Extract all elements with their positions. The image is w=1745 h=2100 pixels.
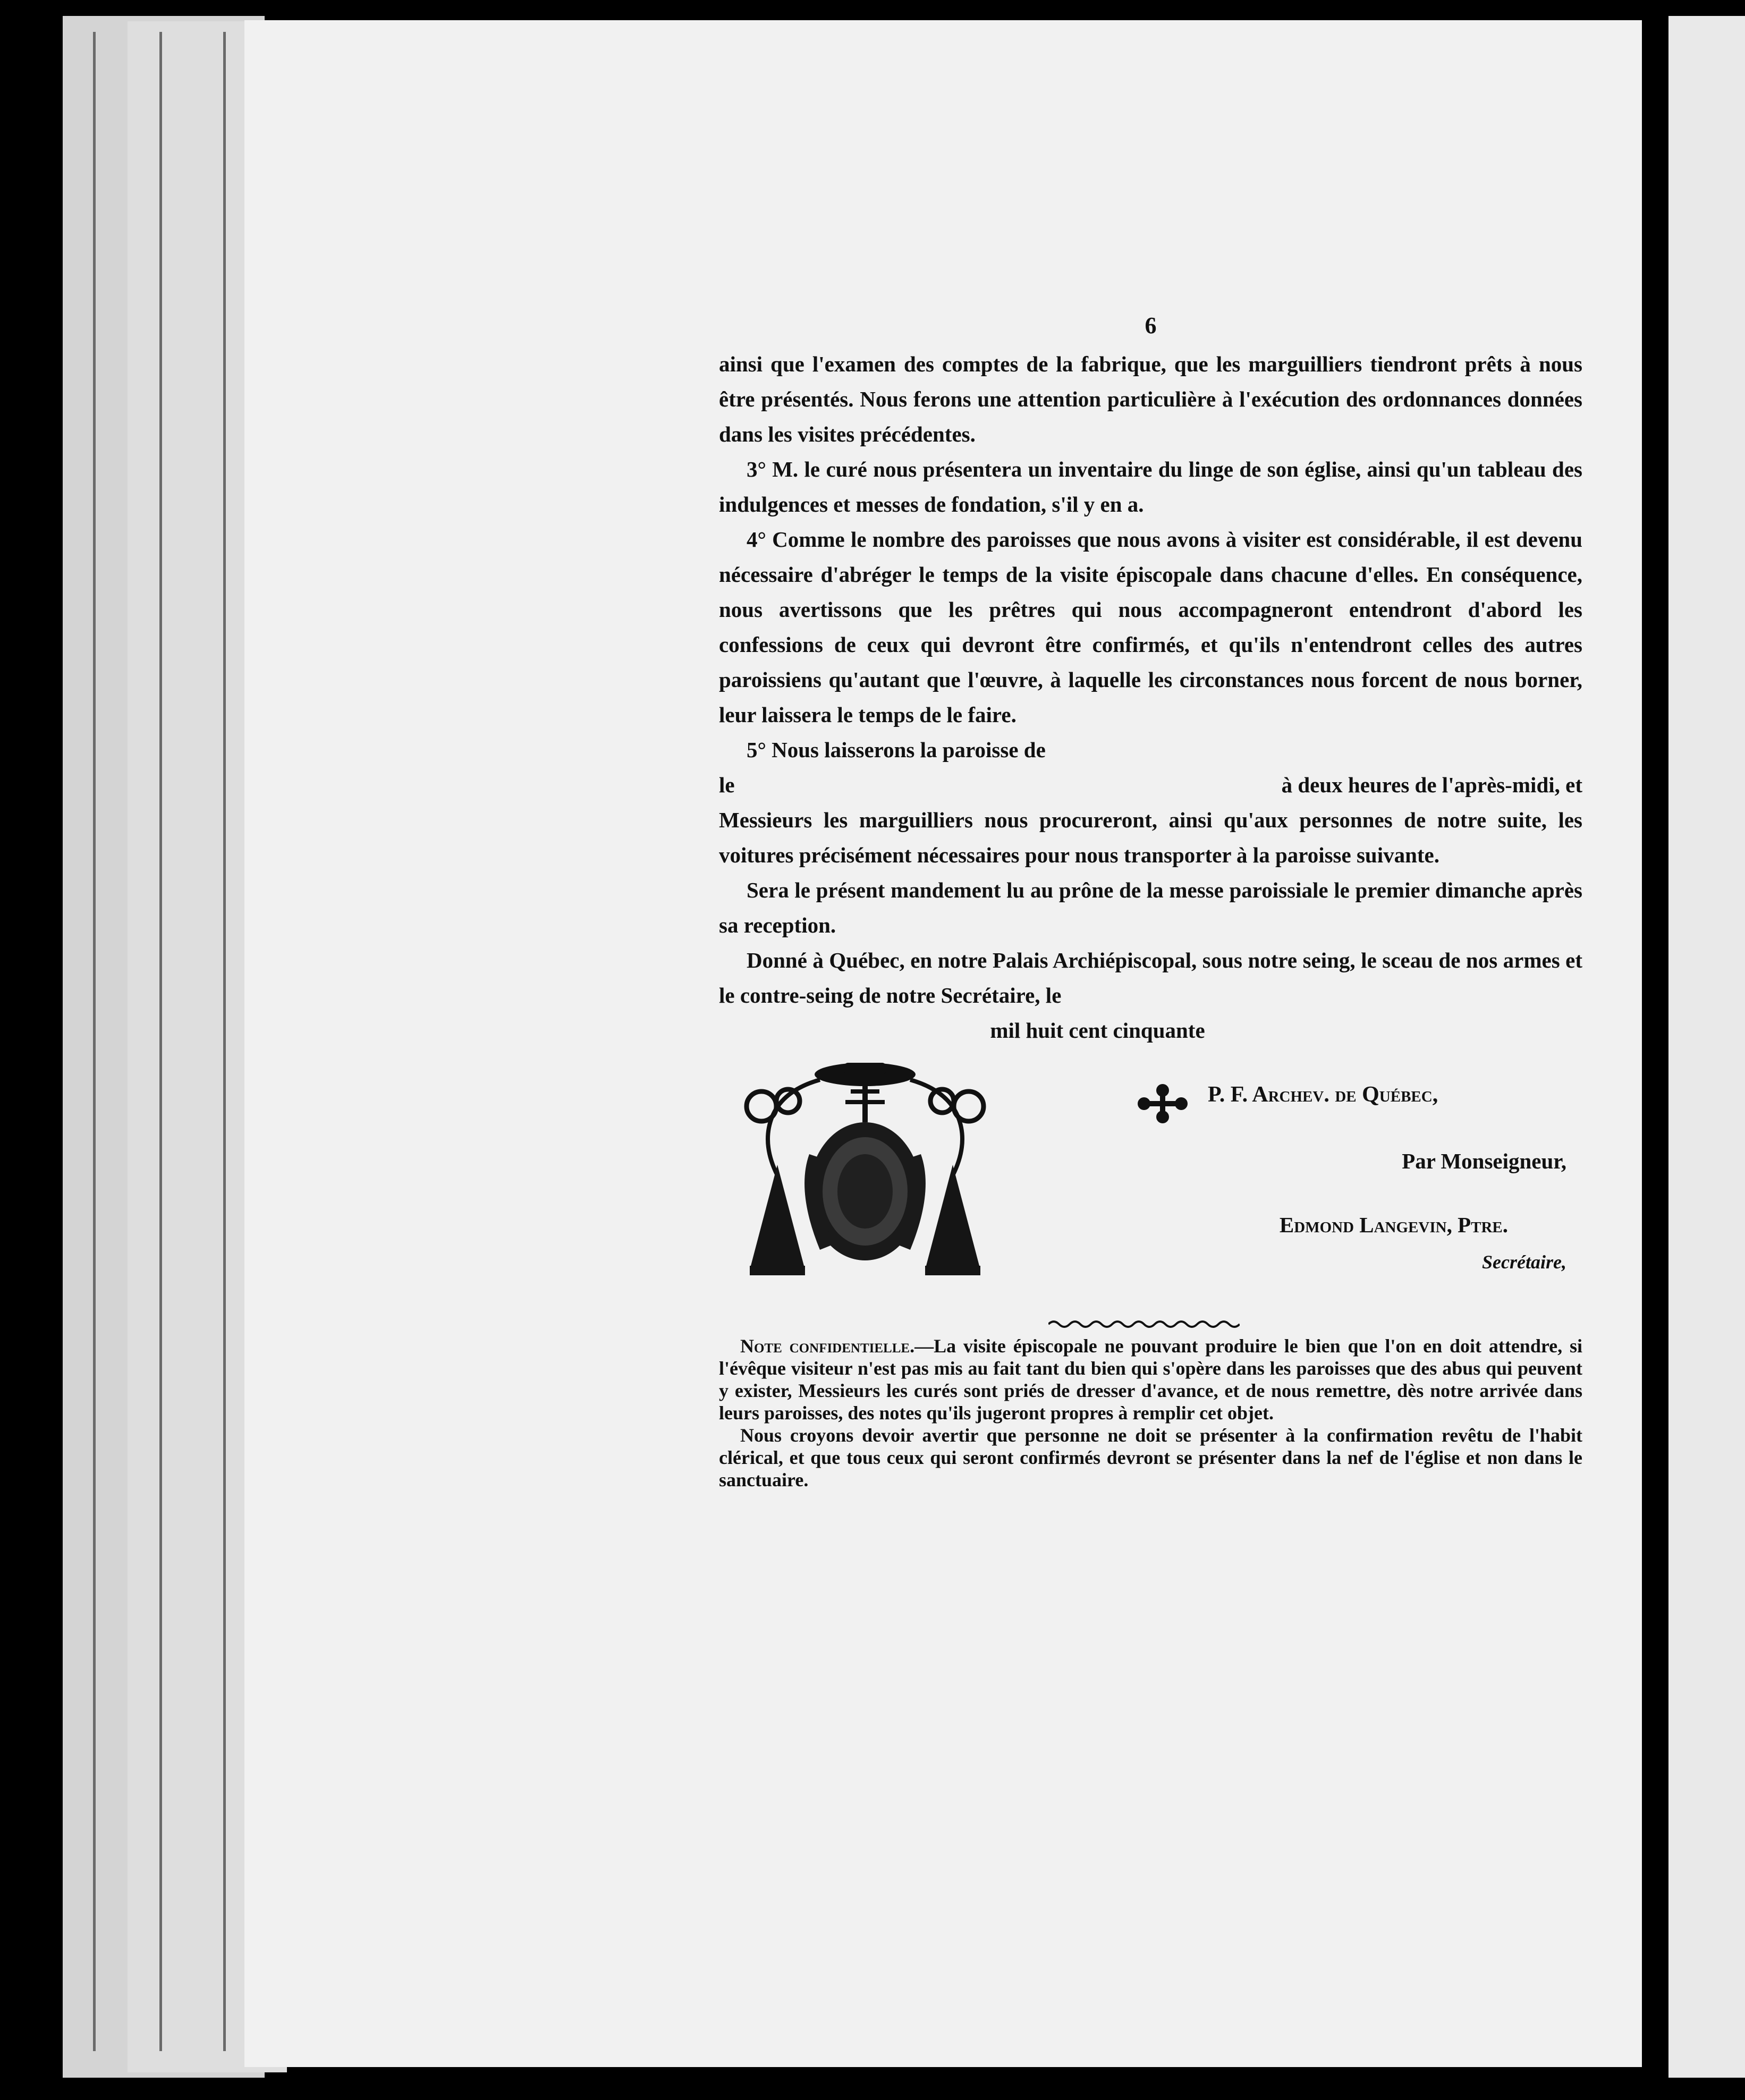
- confidential-note: [719, 1335, 1582, 1491]
- wavy-divider: [1048, 1319, 1240, 1330]
- coat-of-arms-icon: [740, 1059, 990, 1287]
- page-edge: [223, 32, 226, 2051]
- secretary-name: Edmond Langevin, Ptre.: [1279, 1213, 1508, 1237]
- next-page-edge: [1668, 16, 1745, 2078]
- paragraph: 3° M. le curé nous présentera un inventaire du linge de son église, ainsi qu'un tableau des indulgences et messes de fondation, s'il y en a.: [719, 457, 1582, 516]
- given-paragraph: Donné à Québec, en notre Palais Archiépiscopal, sous notre seing, le sceau de nos armes et le contre-seing de notre Secrétaire, le: [719, 948, 1582, 1007]
- item-5-line1: 5° Nous laisserons la paroisse de: [747, 738, 1046, 762]
- item-5-line2-end: à deux heures de l'après-midi, et: [1281, 773, 1582, 797]
- note-paragraph-2: Nous croyons devoir avertir que personne ne doit se présenter à la confirmation revêtu de l'habit clérical, et que tous ceux qui seront confirmés devront se présenter dans la nef de l'église et non dans le sanctuaire.: [719, 1425, 1582, 1491]
- note-heading: Note confidentielle.—: [740, 1335, 934, 1357]
- reading-paragraph: Sera le présent mandement lu au prône de la messe paroissiale le premier dimanche après sa reception.: [719, 878, 1582, 937]
- paragraph: 4° Comme le nombre des paroisses que nous avons à visiter est considérable, il est devenu nécessaire d'abréger le temps de la visite épiscopale dans chacune d'elles. En conséquence, nous avertissons que les prêtres qui nous accompagneront entendront d'abord les confessions de ceux qui devront être confirmés, et qu'ils n'entendront celles des autres paroissiens qu'autant que l'œuvre, à laquelle les circonstances nous forcent de nous borner, leur laissera le temps de le faire.: [719, 527, 1582, 727]
- item-5-rest: Messieurs les marguilliers nous procureront, ainsi qu'aux personnes de notre suite, les voitures précisément nécessaires pour nous transporter à la paroisse suivante.: [719, 808, 1582, 867]
- signature-block: [719, 1048, 1582, 1273]
- document-body: [719, 308, 1582, 1491]
- page-number: 6: [1145, 312, 1157, 338]
- year-line: mil huit cent cinquante: [990, 1018, 1205, 1043]
- archbishop-signature: P. F. Archev. de Québec,: [1208, 1082, 1438, 1107]
- paragraph: ainsi que l'examen des comptes de la fabrique, que les marguilliers tiendront prêts à nous être présentés. Nous ferons une attention particulière à l'exécution des ordonnances données dans les visites précédentes.: [719, 352, 1582, 446]
- item-5-line2-start: le: [719, 773, 735, 797]
- note-text: La visite épiscopale ne pouvant produire le bien que l'on en doit attendre, si l'évêque visiteur n'est pas mis au fait tant du bien qui s'opère dans les paroisses que des abus qui peuvent y exister, Messieurs les curés sont priés de dresser d'avance, et de nous remettre, dès notre arrivée dans leurs paroisses, des notes qu'ils jugeront propres à remplir cet objet.: [719, 1335, 1583, 1424]
- item-5-line2: [719, 767, 1582, 802]
- secretary-title: Secrétaire,: [1482, 1251, 1566, 1273]
- cross-flourish-icon: [1133, 1080, 1192, 1128]
- page-edge: [93, 32, 96, 2051]
- note-paragraph-1: [719, 1335, 1582, 1424]
- page-edge: [159, 32, 162, 2051]
- par-monseigneur: Par Monseigneur,: [1402, 1149, 1566, 1173]
